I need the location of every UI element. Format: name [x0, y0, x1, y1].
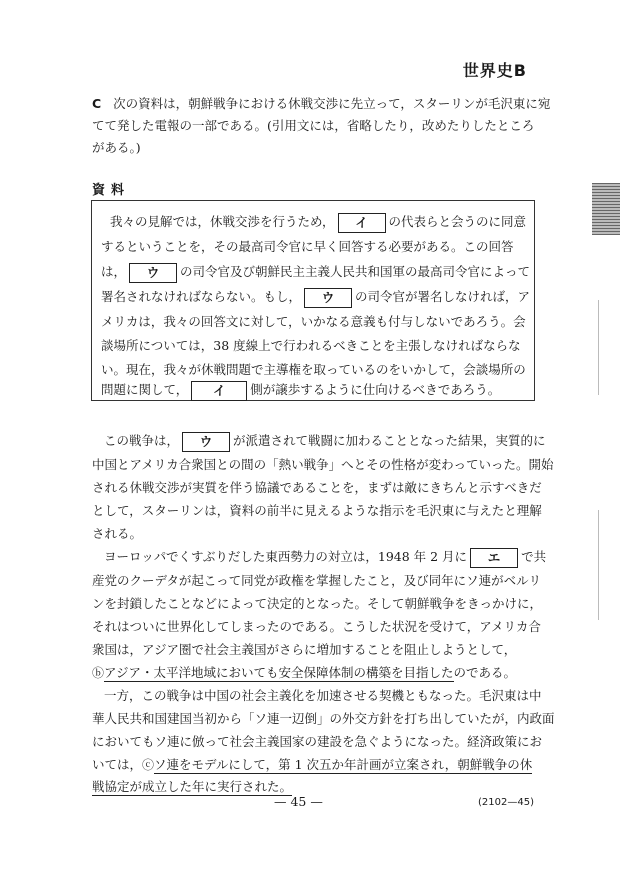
source-line-8: [101, 377, 500, 402]
underlined-passage-b: アジア・太平洋地域においても安全保障体制の構築を目指した: [104, 665, 454, 680]
source-text: は，: [101, 264, 127, 279]
document-code: (2102—45): [478, 797, 534, 808]
intro-text: 次の資料は，朝鮮戦争における休戦交渉に先立って，スターリンが毛沢東に宛: [113, 96, 551, 111]
body-text: で共: [521, 549, 547, 564]
body-line: それはついに世界化してしまったのである。こうした状況を受けて，アメリカ合: [92, 619, 541, 634]
body-line: される休戦交渉が実質を伴う協議であることを，まずは敵にきちんと示すべきだ: [92, 480, 542, 495]
question-letter: C: [92, 96, 102, 111]
source-line-6: 談場所については，38 度線上で行われるべきことを主張しなければならな: [101, 338, 521, 353]
source-text: 側が譲歩するように仕向けるべきであろう。: [250, 382, 501, 397]
margin-line: [598, 300, 599, 395]
subject-header: 世界史B: [462, 61, 527, 80]
blank-e: エ: [470, 548, 518, 568]
underlined-passage-c: ソ連をモデルにして，第 1 次五か年計画が立案され，朝鮮戦争の休: [154, 757, 533, 772]
underline-marker-c: ⓒ: [142, 758, 155, 772]
blank-i: イ: [191, 381, 247, 401]
underline-marker-b: ⓑ: [92, 666, 105, 680]
question-intro-line-3: がある。): [92, 140, 141, 155]
body-line: される。: [92, 526, 143, 541]
body-line: [92, 661, 516, 685]
body-text: のである。: [453, 665, 517, 680]
source-line-7: い。現在，我々が休戦問題で主導権を取っているのをいかして，会談場所の: [101, 362, 526, 377]
body-line: 一方，この戦争は中国の社会主義化を加速させる契機ともなった。毛沢東は中: [104, 688, 542, 703]
question-intro-line-2: てて発した電報の一部である。(引用文には，省略したり，改めたりしたところ: [92, 118, 535, 133]
source-text: の司令官及び朝鮮民主主義人民共和国軍の最高司令官によって: [180, 264, 531, 279]
blank-i: イ: [338, 213, 386, 233]
body-line: [104, 429, 546, 453]
source-text: 我々の見解では，休戦交渉を行うため，: [110, 214, 335, 229]
margin-line: [598, 510, 599, 620]
body-line: として，スターリンは，資料の前半に見えるような指示を毛沢東に与えたと理解: [92, 503, 542, 518]
question-intro-line-1: [92, 93, 551, 115]
body-line: 中国とアメリカ合衆国との間の「熱い戦争」へとその性格が変わっていった。開始: [92, 457, 554, 472]
blank-u: ウ: [304, 288, 352, 308]
body-line: [104, 545, 546, 569]
source-label: 資料: [92, 183, 131, 198]
source-line-3: [101, 259, 530, 284]
page-number: — 45 —: [274, 794, 323, 809]
section-index-tab: [592, 183, 620, 235]
source-text: 問題に関して，: [101, 382, 189, 397]
body-line: [92, 775, 292, 799]
source-text: の司令官が署名しなければ，ア: [355, 289, 531, 304]
body-line: 華人民共和国建国当初から「ソ連一辺倒」の外交方針を打ち出していたが，内政面: [92, 711, 555, 726]
body-text: ヨーロッパでくすぶりだした東西勢力の対立は，1948 年 2 月に: [104, 549, 468, 564]
underlined-passage-c: 戦協定が成立した年に実行された。: [92, 779, 293, 794]
body-text: が派遣されて戦闘に加わることとなった結果，実質的に: [233, 433, 546, 448]
source-line-1: [110, 209, 526, 234]
body-text: この戦争は，: [104, 433, 180, 448]
body-line: においてもソ連に倣って社会主義国家の建設を急ぐようになった。経済政策にお: [92, 734, 543, 749]
blank-u: ウ: [182, 432, 230, 452]
body-line: ンを封鎖したことなどによって決定的となった。そして朝鮮戦争をきっかけに，: [92, 596, 543, 611]
body-line: [92, 753, 532, 777]
body-line: 産党のクーデタが起こって同党が政権を掌握したこと，及び同年にソ連がベルリ: [92, 573, 542, 588]
body-text: いては，: [92, 757, 143, 772]
source-line-4: [101, 284, 530, 309]
source-text: の代表らと会うのに同意: [388, 214, 527, 229]
blank-u: ウ: [129, 263, 177, 283]
body-line: 衆国は，アジア圏で社会主義国がさらに増加することを阻止しようとして，: [92, 642, 517, 657]
source-line-2: するということを，その最高司令官に早く回答する必要がある。この回答: [101, 239, 514, 254]
source-line-5: メリカは，我々の回答文に対して，いかなる意義も付与しないであろう。会: [101, 314, 526, 329]
source-text: 署名されなければならない。もし，: [101, 289, 302, 304]
